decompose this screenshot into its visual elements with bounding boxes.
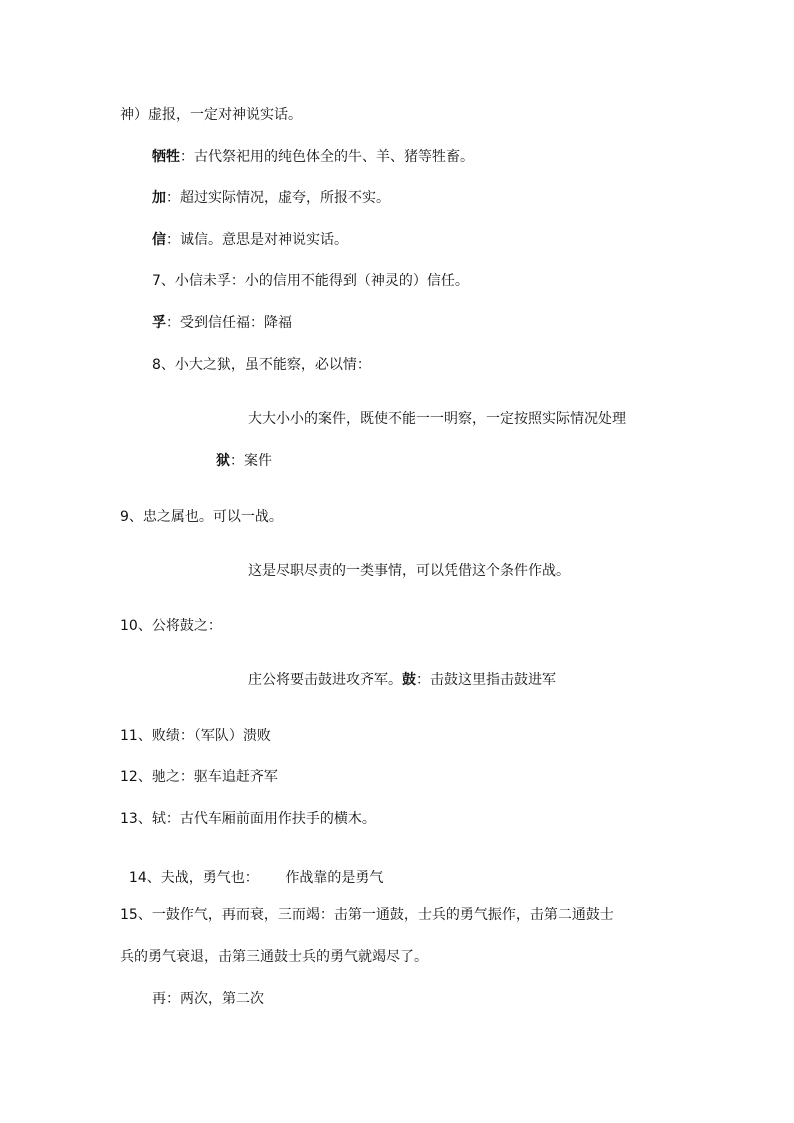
term: 信: [152, 232, 166, 248]
term: 狱: [216, 453, 230, 469]
line-text: 庄公将要击鼓进攻齐军。: [248, 672, 402, 688]
term: 加: [152, 190, 166, 206]
line-text: 兵的勇气衰退，击第三通鼓士兵的勇气就竭尽了。: [120, 949, 428, 965]
definition: ：受到信任福：降福: [166, 315, 292, 331]
line-text: 10、公将鼓之：: [120, 618, 222, 634]
definition-line: [152, 314, 292, 332]
numbered-item: [120, 617, 222, 635]
term: 孚: [152, 315, 166, 331]
line-text: 9、忠之属也。可以一战。: [120, 509, 283, 525]
numbered-item: [120, 851, 383, 887]
line-text: 15、一鼓作气，再而衰，三而竭：击第一通鼓，士兵的勇气振作，击第二通鼓士: [120, 907, 614, 923]
definition: ：古代祭祀用的纯色体全的牛、羊、猪等牲畜。: [180, 149, 474, 165]
text-line: [120, 948, 428, 966]
numbered-item: [120, 810, 376, 828]
translation-line: [248, 562, 570, 580]
term: 牺牲: [152, 149, 180, 165]
line-text: 11、败绩：（军队）溃败: [120, 728, 271, 744]
text-line: [120, 106, 302, 124]
definition-line: [152, 231, 348, 249]
translation-line: [248, 671, 556, 689]
definition: ：案件: [230, 453, 272, 469]
line-text: 这是尽职尽责的一类事情，可以凭借这个条件作战。: [248, 563, 570, 579]
translation-line: [248, 410, 626, 428]
numbered-item: [120, 906, 614, 924]
numbered-item: [152, 356, 371, 374]
line-text: 7、小信未孚：小的信用不能得到（神灵的）信任。: [152, 273, 469, 289]
definition: ：超过实际情况，虚夸，所报不实。: [166, 190, 390, 206]
numbered-item: [120, 727, 271, 745]
definition-line: [152, 148, 474, 166]
definition: ：诚信。意思是对神说实话。: [166, 232, 348, 248]
line-text: 14、夫战，勇气也： 作战靠的是勇气: [128, 870, 384, 886]
term: 鼓: [402, 672, 416, 688]
numbered-item: [120, 768, 278, 786]
definition: ：击鼓这里指击鼓进军: [416, 672, 556, 688]
line-text: 12、驰之：驱车追赶齐军: [120, 769, 278, 785]
numbered-item: [152, 272, 469, 290]
line-text: 大大小小的案件，既使不能一一明察，一定按照实际情况处理: [248, 411, 626, 427]
definition-line: [152, 990, 264, 1008]
line-text: 13、轼：古代车厢前面用作扶手的横木。: [120, 811, 376, 827]
definition-line: [152, 189, 390, 207]
line-text: 再：两次，第二次: [152, 991, 264, 1007]
line-text: 8、小大之狱，虽不能察，必以情：: [152, 357, 371, 373]
line-text: 神）虚报，一定对神说实话。: [120, 107, 302, 123]
definition-line: [216, 452, 272, 470]
numbered-item: [120, 508, 283, 526]
